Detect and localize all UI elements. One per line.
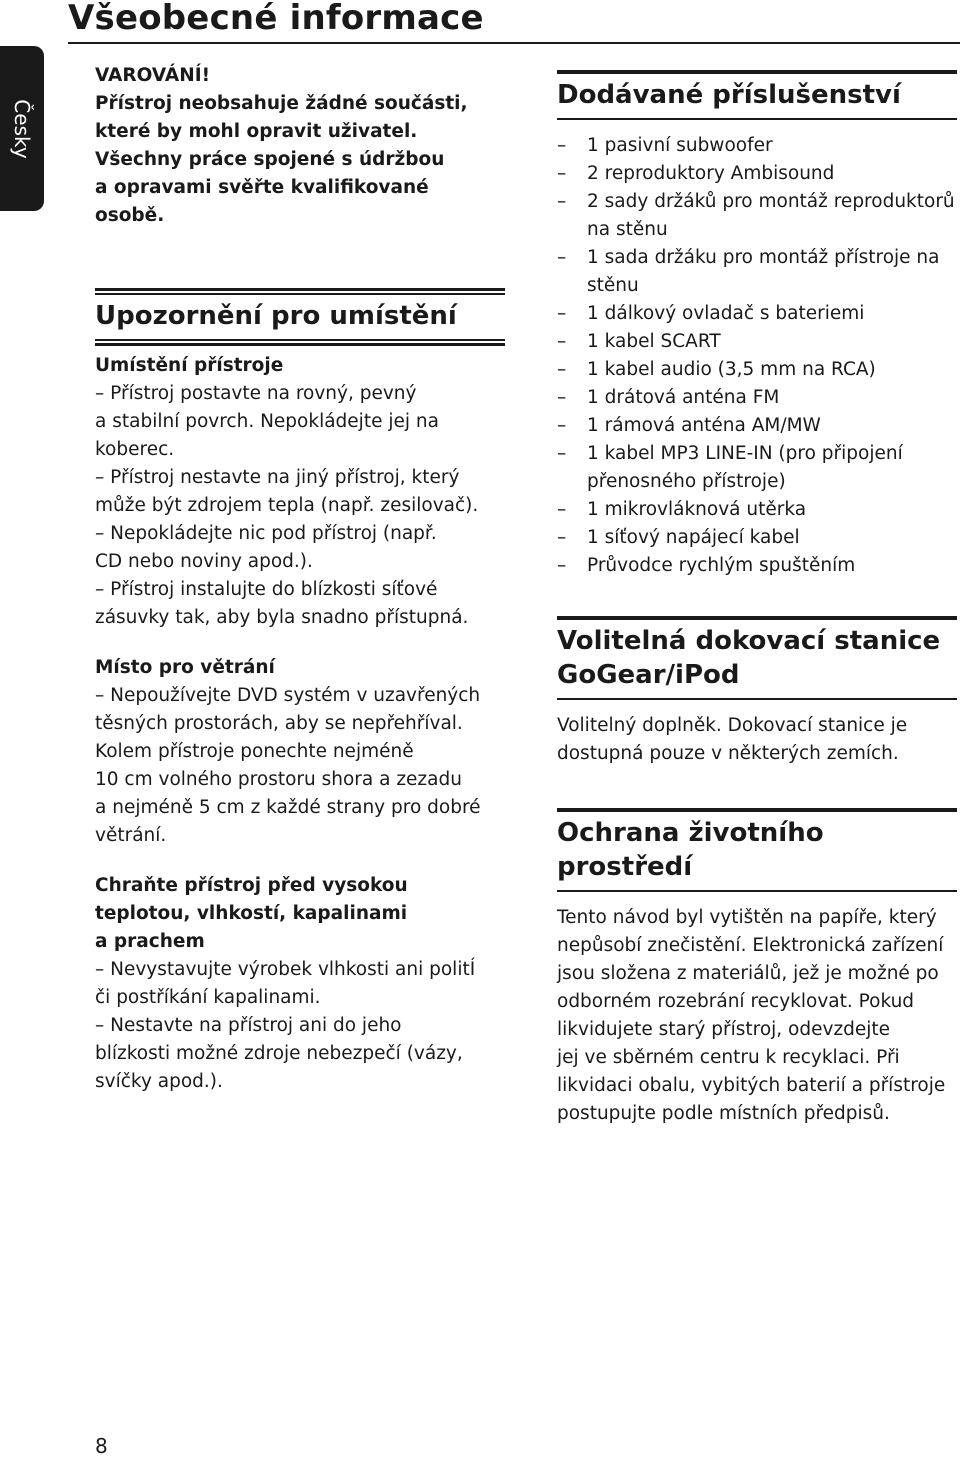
environment-line: likvidaci obalu, vybitých baterií a přístroje [557,1075,946,1096]
title-divider [68,42,960,44]
protection-line: – Nestavte na přístroj ani do jeho [95,1015,402,1036]
list-item: – Průvodce rychlým spuštěním [557,552,957,580]
language-tab [0,46,44,211]
environment-line: likvidujete starý přístroj, odevzdejte [557,1019,891,1040]
left-column [95,62,505,1096]
dash-bullet: – [557,135,567,156]
warning-line: a opravami svěřte kvalifikované [95,177,429,198]
placement-line: zásuvky tak, aby byla snadno přístupná. [95,607,469,628]
dock-line: Volitelný doplněk. Dokovací stanice je [557,715,908,736]
placement-line: – Nepokládejte nic pod přístroj (např. [95,523,437,544]
placement-heading: Upozornění pro umístění [95,301,457,331]
ventilation-subheading: Místo pro větrání [95,657,275,678]
section-bottom-rule [557,698,957,700]
section-top-rule [557,808,957,812]
list-item: – 1 sada držáku pro montáž přístroje na stěnu [557,244,957,300]
dash-bullet: – [557,247,567,268]
dash-bullet: – [557,443,567,464]
language-tab-label: Česky [10,98,34,159]
section-top-rule [557,616,957,620]
protection-line: – Nevystavujte výrobek vlhkosti ani politÍ [95,959,476,980]
list-item: – 1 kabel SCART [557,328,957,356]
dash-bullet: – [557,163,567,184]
dash-bullet: – [557,415,567,436]
accessories-heading: Dodávané příslušenství [557,80,901,110]
environment-line: jsou složena z materiálů, jež je možné po [557,963,939,984]
ventilation-line: větrání. [95,825,167,846]
dock-line: dostupná pouze v některých zemích. [557,743,899,764]
placement-subheading: Umístění přístroje [95,355,284,376]
list-item: – 1 kabel MP3 LINE-IN (pro připojení přenosného přístroje) [557,440,957,496]
ventilation-line: Kolem přístroje ponechte nejméně [95,741,414,762]
dash-bullet: – [557,555,567,576]
warning-line: VAROVÁNÍ! [95,65,211,86]
protection-subheading: Chraňte přístroj před vysokou [95,875,408,896]
environment-line: jej ve sběrném centru k recyklaci. Při [557,1047,900,1068]
section-bottom-rule [557,118,957,120]
warning-line: osobě. [95,205,165,226]
placement-line: koberec. [95,439,175,460]
environment-heading: Ochrana životního prostředí [557,818,824,882]
placement-line: – Přístroj postavte na rovný, pevný [95,383,417,404]
warning-block [95,62,505,230]
dock-heading: Volitelná dokovací stanice [557,626,941,656]
dock-heading: GoGear/iPod [557,660,740,690]
dash-bullet: – [557,387,567,408]
list-item: – 1 rámová anténa AM/MW [557,412,957,440]
list-item: – 2 reproduktory Ambisound [557,160,957,188]
dash-bullet: – [557,527,567,548]
ventilation-line: a nejméně 5 cm z každé strany pro dobré [95,797,481,818]
ventilation-line: 10 cm volného prostoru shora a zezadu [95,769,462,790]
placement-line: a stabilní povrch. Nepokládejte jej na [95,411,439,432]
ventilation-line: – Nepoužívejte DVD systém v uzavřených [95,685,481,706]
dash-bullet: – [557,499,567,520]
dash-bullet: – [557,191,567,212]
environment-line: Tento návod byl vytištěn na papíře, který [557,907,937,928]
list-item: – 1 pasivní subwoofer [557,132,957,160]
list-item: – 1 dálkový ovladač s bateriemi [557,300,957,328]
placement-line: může být zdrojem tepla (např. zesilovač). [95,495,479,516]
dash-bullet: – [557,331,567,352]
list-item: – 1 drátová anténa FM [557,384,957,412]
protection-subheading: a prachem [95,931,205,952]
warning-line: Všechny práce spojené s údržbou [95,149,445,170]
list-item: – 1 síťový napájecí kabel [557,524,957,552]
environment-line: postupujte podle místních předpisů. [557,1103,890,1124]
accessories-list [557,132,957,580]
section-top-rule [95,288,505,295]
warning-line: Přístroj neobsahuje žádné součásti, [95,93,468,114]
protection-subheading: teplotou, vlhkostí, kapalinami [95,903,408,924]
placement-line: – Přístroj instalujte do blízkosti síťové [95,579,438,600]
list-item: – 1 mikrovláknová utěrka [557,496,957,524]
protection-line: svíčky apod.). [95,1071,223,1092]
protection-line: či postříkání kapalinami. [95,987,321,1008]
right-column [557,70,957,1128]
ventilation-line: těsných prostorách, aby se nepřehříval. [95,713,463,734]
section-bottom-rule [557,890,957,892]
page-number: 8 [95,1434,108,1458]
dash-bullet: – [557,303,567,324]
environment-line: odborném rozebrání recyklovat. Pokud [557,991,915,1012]
page-title: Všeobecné informace [68,0,484,38]
dash-bullet: – [557,359,567,380]
list-item: – 2 sady držáků pro montáž reproduktorů na stěnu [557,188,957,244]
protection-line: blízkosti možné zdroje nebezpečí (vázy, [95,1043,463,1064]
placement-line: CD nebo noviny apod.). [95,551,313,572]
placement-line: – Přístroj nestavte na jiný přístroj, který [95,467,460,488]
section-bottom-rule [95,339,505,346]
list-item: – 1 kabel audio (3,5 mm na RCA) [557,356,957,384]
warning-line: které by mohl opravit uživatel. [95,121,418,142]
environment-line: nepůsobí znečistění. Elektronická zařízení [557,935,944,956]
section-top-rule [557,70,957,74]
